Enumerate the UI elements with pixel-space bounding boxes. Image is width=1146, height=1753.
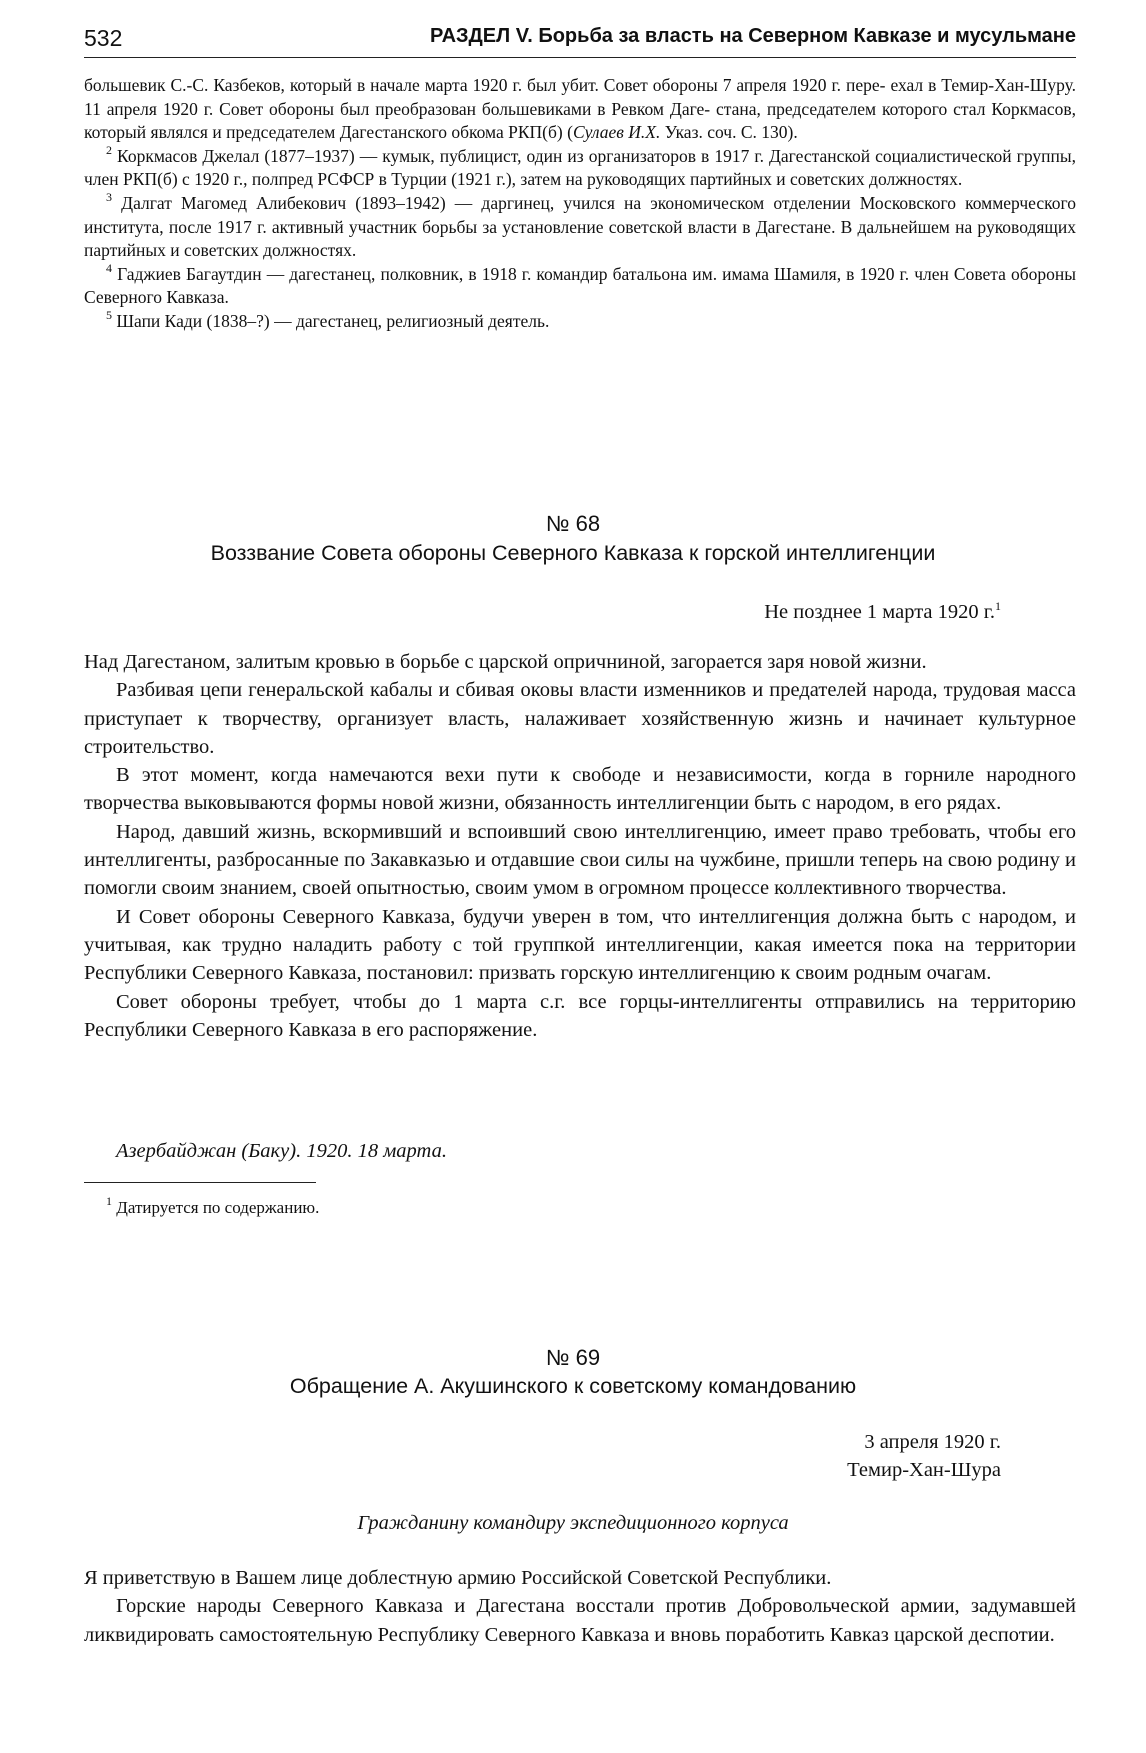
footnote-2: $^2$ Коркмасов Джелал (1877–1937) — кумык, публицист, один из организаторов в 1917 г. Дагестанской социалистической группы, член РКП(б) с 1920 г., полпред РСФСР в Турции (1921 г.), затем на руководящих партийных и советских должностях.	[84, 142, 1076, 190]
paragraph: Над Дагестаном, залитым кровью в борьбе с царской опричниной, загорается заря новой жизни.	[84, 651, 927, 673]
document-68-footnote: $^1$ Датируется по содержанию.	[106, 1194, 320, 1217]
paragraph: Я приветствую в Вашем лице доблестную армию Российской Советской Республики.	[84, 1567, 832, 1589]
document-69-date-place	[847, 1428, 1001, 1484]
document-68-body	[84, 648, 1076, 1044]
page-header	[84, 25, 1076, 58]
source-citation: Азербайджан (Баку). 1920. 18 марта.	[116, 1140, 447, 1162]
document-69-date: 3 апреля 1920 г.	[864, 1431, 1001, 1453]
footnote-3: $^3$ Далгат Магомед Алибекович (1893–1942) — даргинец, учился на экономическом отделении Московского коммерческого института, после 1917 г. активный участник борьбы за установление советской власти в Дагестане. В дальнейшем на руководящих партийных и советских должностях.	[84, 189, 1076, 261]
footnote-5: $^5$ Шапи Кади (1838–?) — дагестанец, религиозный деятель.	[106, 307, 550, 331]
paragraph: И Совет обороны Северного Кавказа, будучи уверен в том, что интеллигенция должна быть с народом, и учитывая, как трудно наладить работу с той группкой интеллигенции, какая имеется пока на территории Республики Северного Кавказа, постановил: призвать горскую интеллигенцию к своим родным очагам.	[84, 905, 1076, 985]
paragraph: В этот момент, когда намечаются вехи пути к свободе и независимости, когда в горниле народного творчества выковываются формы новой жизни, обязанность интеллигенции быть с народом, в его рядах.	[84, 764, 1076, 815]
document-69-title: Обращение А. Акушинского к советскому командованию	[289, 1374, 857, 1398]
page-number: 532	[84, 25, 123, 51]
running-title: РАЗДЕЛ V. Борьба за власть на Северном Кавказе и мусульмане	[429, 25, 1076, 47]
paragraph: Совет обороны требует, чтобы до 1 марта с.г. все горцы-интеллигенты отправились на территорию Республики Северного Кавказа в его распоряжение.	[84, 990, 1076, 1041]
document-69-body	[84, 1564, 1076, 1649]
paragraph: Разбивая цепи генеральской кабалы и сбивая оковы власти изменников и предателей народа, трудовая масса приступает к творчеству, организует власть, налаживает хозяйственную жизнь и начинает культурное строительство.	[84, 679, 1076, 758]
document-69-place: Темир-Хан-Шура	[847, 1459, 1001, 1481]
paragraph: Народ, давший жизнь, вскормивший и вспоивший свою интеллигенцию, имеет право требовать, чтобы его интеллигенты, разбросанные по Закавказью и отдавшие свои силы на чужбине, пришли теперь на свою родину и помогли своим знанием, своей опытностью, своим умом в огромном процессе коллективного творчества.	[84, 820, 1076, 900]
document-68-date: Не позднее 1 марта 1920 г.$^1$	[764, 599, 1001, 623]
footnote-divider	[84, 1182, 316, 1183]
document-69-addressee: Гражданину командиру экспедиционного корпуса	[357, 1512, 789, 1534]
document-68-number: № 68	[545, 511, 601, 536]
footnote-4: $^4$ Гаджиев Багаутдин — дагестанец, полковник, в 1918 г. командир батальона им. имама Шамиля, в 1920 г. член Совета обороны Северного Кавказа.	[84, 260, 1076, 308]
document-68-title: Воззвание Совета обороны Северного Кавказа к горской интеллигенции	[210, 541, 936, 565]
footnote-continuation: большевик С.-С. Казбеков, который в начале марта 1920 г. был убит. Совет обороны 7 апреля 1920 г. пере- ехал в Темир-Хан-Шуру. 11 апреля 1920 г. Совет обороны был преобразован большевиками в Ревком Даге- стана, председателем которого стал Коркмасов, который являлся и председателем Дагестанского обкома РКП(б) (Сулаев И.Х. Указ. соч. С. 130).	[84, 75, 1076, 143]
document-69-number: № 69	[545, 1345, 601, 1370]
top-footnotes	[84, 74, 1076, 334]
paragraph: Горские народы Северного Кавказа и Дагестана восстали против Добровольческой армии, задумавшей ликвидировать самостоятельную Республику Северного Кавказа и вновь поработить Кавказ царской деспотии.	[84, 1595, 1076, 1646]
